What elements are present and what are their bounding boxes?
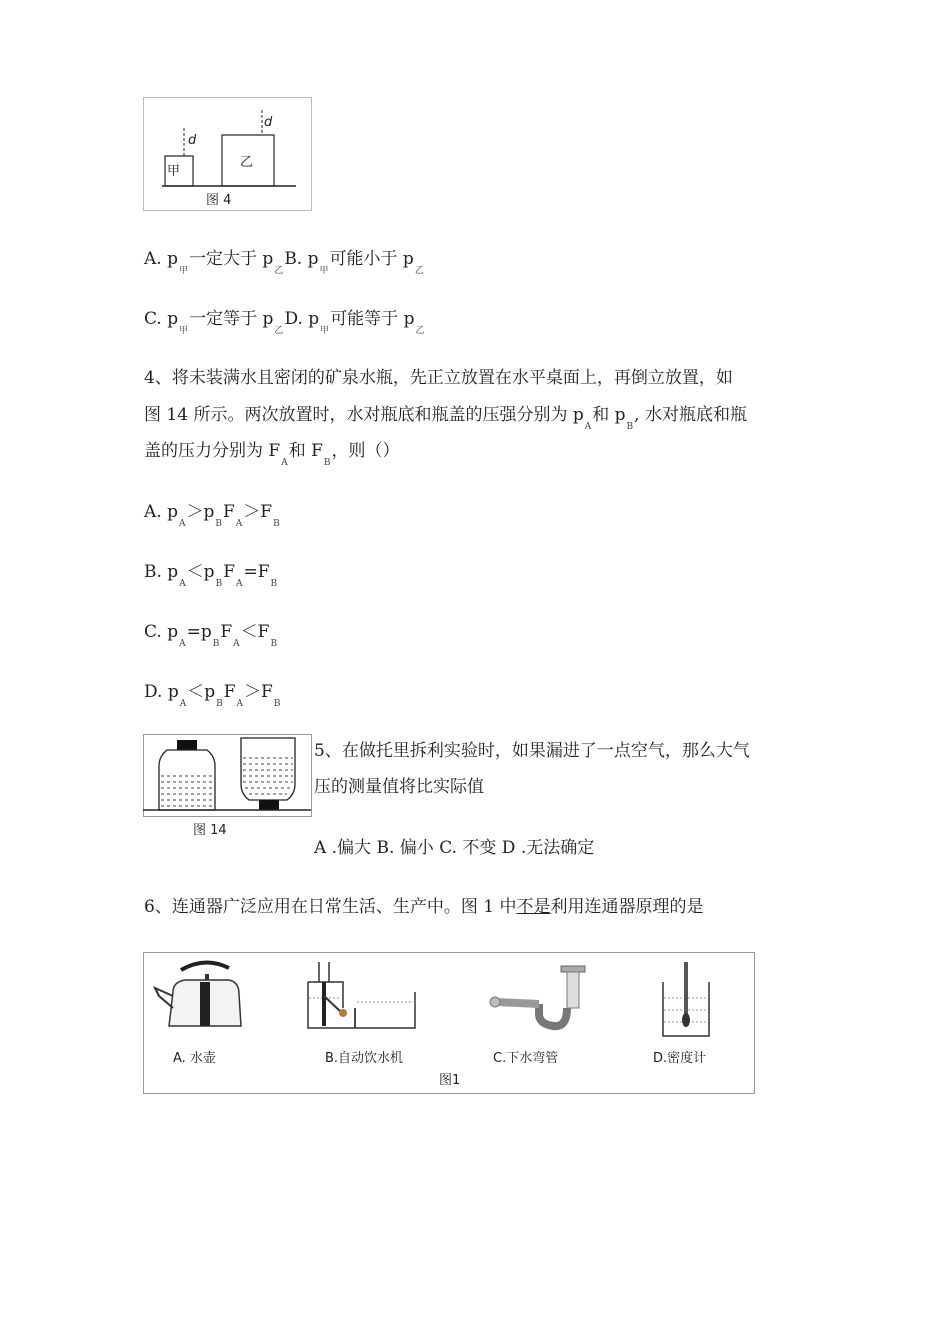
- q4-option-c-sub4: B: [270, 639, 278, 649]
- q4-option-d-prefix: D. p: [144, 682, 179, 702]
- q4-line-1: [144, 367, 733, 389]
- q4-option-a-sub2: B: [215, 519, 222, 529]
- q3-option-d-text: 可能等于 p: [330, 309, 415, 329]
- q4-option-a-sub4: B: [273, 519, 280, 529]
- q6-text-underlined: 不是: [516, 897, 551, 917]
- bottle-inverted: [241, 738, 295, 800]
- q4-option-a-r3: ＞F: [243, 502, 273, 522]
- q3-option-c-sub1: 甲: [179, 326, 189, 336]
- q3-option-a-sub2: 乙: [274, 266, 284, 276]
- q4-text-3b: 和 F: [288, 441, 323, 461]
- d-label-right: d: [264, 115, 273, 130]
- q4-text-2a: 图 14 所示。两次放置时，水对瓶底和瓶盖的压强分别为 p: [144, 405, 584, 425]
- q4-sub-a: A: [584, 422, 592, 432]
- q4-option-b-sub1: A: [179, 579, 186, 589]
- q4-sub-a-2: A: [281, 458, 288, 468]
- q4-option-b-r2: F: [223, 562, 235, 582]
- q6-line: [144, 896, 703, 918]
- block-jia-label: 甲: [167, 164, 181, 179]
- q6-text-b: 利用连通器原理的是: [550, 897, 704, 917]
- q3-option-d-sub1: 甲: [320, 326, 330, 336]
- q4-text-3a: 盖的压力分别为 F: [144, 441, 281, 461]
- q4-option-c-sub2: B: [212, 639, 220, 649]
- q5-text-1: 5、在做托里拆利实验时，如果漏进了一点空气，那么大气: [314, 741, 750, 761]
- q3-option-c-sub2: 乙: [274, 326, 284, 336]
- bottle-cap-inverted: [259, 800, 279, 810]
- q6-text-a: 6、连通器广泛应用在日常生活、生产中。图 1 中: [144, 897, 517, 917]
- q3-option-c-p: p: [167, 309, 179, 329]
- q4-option-b-sub2: B: [215, 579, 223, 589]
- q4-option-a-prefix: A. p: [144, 502, 178, 522]
- q5-options-text: A .偏大 B. 偏小 C. 不变 D .无法确定: [314, 838, 595, 858]
- q4-option-d-r2: F: [223, 682, 236, 702]
- fig1-label-d: D.密度计: [653, 1051, 707, 1066]
- q5-options: [314, 837, 594, 859]
- q4-option-c-sub3: A: [233, 639, 240, 649]
- q4-option-c-r1: =p: [186, 622, 212, 642]
- q3-options-row-1: [144, 248, 425, 276]
- q3-option-a-sub1: 甲: [178, 266, 188, 276]
- q4-sub-b: B: [626, 422, 634, 432]
- q3-option-b-prefix: B.: [284, 249, 303, 269]
- figure-1-caption: 图1: [439, 1073, 461, 1088]
- q4-line-2: [144, 404, 747, 432]
- q3-option-a-prefix: A.: [144, 249, 162, 269]
- figure-14-caption: 图 14: [193, 823, 227, 838]
- d-label-left: d: [188, 133, 197, 148]
- q4-option-b-prefix: B. p: [144, 562, 179, 582]
- q4-sub-b-2: B: [323, 458, 331, 468]
- q4-option-a-r2: F: [222, 502, 235, 522]
- q4-option-c-prefix: C. p: [144, 622, 179, 642]
- q3-option-d-p: p: [308, 309, 320, 329]
- q4-option-d-sub2: B: [216, 699, 223, 709]
- q3-option-b-sub2: 乙: [414, 266, 424, 276]
- q4-option-a: [144, 501, 281, 529]
- q4-option-c-sub1: A: [179, 639, 186, 649]
- water-dispenser-icon: [308, 962, 415, 1028]
- q3-option-d-prefix: D.: [284, 309, 303, 329]
- q3-option-a-text: 一定大于 p: [189, 249, 274, 269]
- q3-option-b-sub1: 甲: [319, 266, 329, 276]
- q4-option-c-r2: F: [220, 622, 233, 642]
- q3-options-row-2: [144, 308, 426, 336]
- q4-option-b-r3: =F: [243, 562, 270, 582]
- figure-1-diagram: [143, 952, 756, 1095]
- fig1-label-c: C.下水弯管: [493, 1051, 559, 1066]
- q4-option-a-sub3: A: [235, 519, 243, 529]
- q4-option-b-sub4: B: [270, 579, 278, 589]
- q4-option-c-r3: ＜F: [240, 622, 270, 642]
- q4-option-d-sub3: A: [236, 699, 244, 709]
- figure-4: [143, 97, 312, 211]
- water-inverted: [243, 758, 293, 794]
- q3-option-a-p: p: [167, 249, 178, 269]
- q4-option-d-r1: ＜p: [187, 682, 216, 702]
- q4-option-a-sub1: A: [178, 519, 186, 529]
- figure-14-diagram: [143, 734, 313, 838]
- q4-option-a-r1: ＞p: [186, 502, 215, 522]
- q4-option-d: [144, 681, 281, 709]
- q4-text-3c: ，则（）: [331, 441, 400, 461]
- figure-1: [143, 952, 756, 1095]
- q4-option-c: [144, 621, 278, 649]
- q5-text-2: 压的测量值将比实际值: [314, 777, 484, 797]
- figure-14: [143, 734, 313, 838]
- q3-option-c-text: 一定等于 p: [189, 309, 274, 329]
- figure-4-diagram: [144, 98, 311, 210]
- q4-text-2b: 和 p: [592, 405, 626, 425]
- q4-option-d-r3: ＞F: [244, 682, 273, 702]
- q4-text-1: 4、将未装满水且密闭的矿泉水瓶，先正立放置在水平桌面上，再倒立放置，如: [144, 368, 733, 388]
- figure-4-caption: 图 4: [206, 193, 232, 208]
- q3-option-b-text: 可能小于 p: [329, 249, 414, 269]
- q5-line-2: [314, 776, 484, 798]
- q4-option-b-sub3: A: [236, 579, 243, 589]
- hydrometer-icon: [663, 962, 709, 1036]
- block-yi-label: 乙: [240, 155, 254, 170]
- q4-option-d-sub1: A: [179, 699, 187, 709]
- q4-text-2c: , 水对瓶底和瓶: [634, 405, 747, 425]
- q4-line-3: [144, 440, 400, 468]
- drain-pipe-icon: [490, 966, 585, 1026]
- fig1-label-a: A. 水壶: [173, 1051, 216, 1066]
- bottle-cap-upright: [177, 740, 197, 750]
- fig1-label-b: B.自动饮水机: [325, 1051, 404, 1066]
- q4-option-d-sub4: B: [273, 699, 281, 709]
- q3-option-c-prefix: C.: [144, 309, 162, 329]
- kettle-icon: [155, 962, 241, 1026]
- q3-option-b-p: p: [307, 249, 319, 269]
- q4-option-b: [144, 561, 278, 589]
- q5-line-1: [314, 740, 750, 762]
- q4-option-b-r1: ＜p: [186, 562, 215, 582]
- q3-option-d-sub2: 乙: [415, 326, 425, 336]
